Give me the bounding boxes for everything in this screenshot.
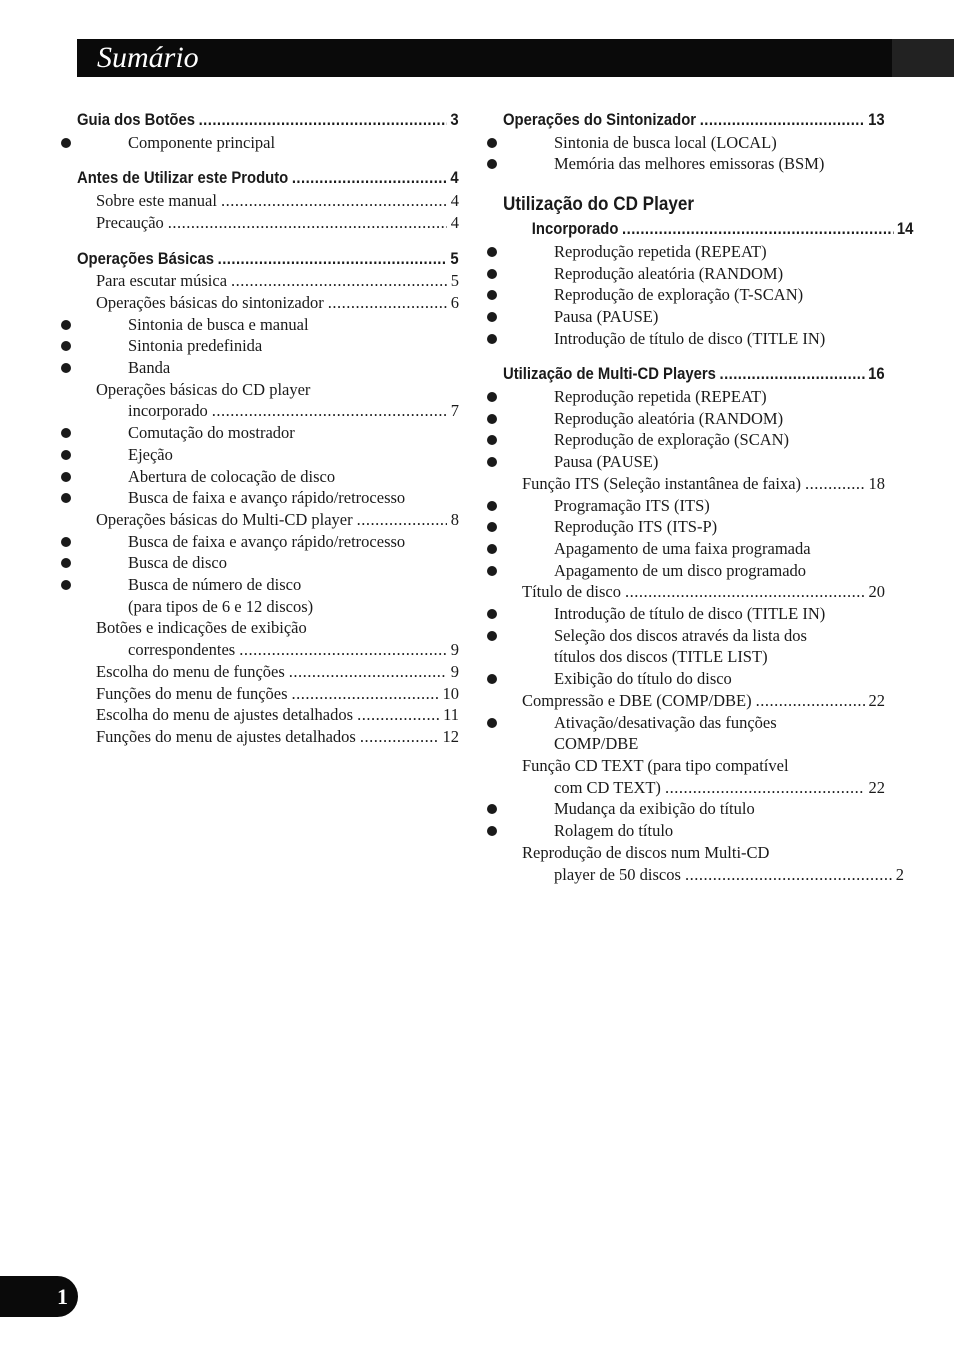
toc-bullet[interactable]: Memória das melhores emissoras (BSM) <box>503 153 885 175</box>
bullet-icon <box>61 558 71 568</box>
toc-heading[interactable]: Operações do Sintonizador ..... 13 <box>503 110 885 132</box>
page-number-badge <box>0 1276 78 1317</box>
bullet-icon <box>61 580 71 590</box>
toc-bullet[interactable]: Apagamento de um disco programado <box>503 560 885 582</box>
title-bar-tab <box>892 39 954 77</box>
toc-entry[interactable]: Operações básicas do sintonizador ..... 6 <box>77 292 459 314</box>
toc-bullet[interactable]: Sintonia predefinida <box>77 335 459 357</box>
toc-section-multi-cd <box>503 364 904 885</box>
toc-bullet[interactable]: Reprodução repetida (REPEAT) <box>503 241 885 263</box>
toc-heading[interactable]: Incorporado ..... 14 <box>503 219 913 241</box>
toc-heading[interactable]: Guia dos Botões ..... 3 <box>77 110 459 132</box>
toc-entry[interactable]: Compressão e DBE (COMP/DBE) ..... 22 <box>503 690 885 712</box>
toc-entry[interactable]: Escolha do menu de funções ..... 9 <box>77 661 459 683</box>
toc-bullet[interactable]: Componente principal <box>77 132 459 154</box>
toc-entry[interactable]: Funções do menu de ajustes detalhados ..... 12 <box>77 726 459 748</box>
toc-bullet[interactable]: Introdução de título de disco (TITLE IN) <box>503 328 885 350</box>
toc-section-sintonizador <box>503 110 885 175</box>
toc-section-operacoes-basicas <box>77 249 459 748</box>
toc-entry[interactable]: Título de disco ..... 20 <box>503 581 885 603</box>
bullet-icon <box>487 414 497 424</box>
bullet-icon <box>61 363 71 373</box>
bullet-icon <box>487 609 497 619</box>
bullet-icon <box>487 522 497 532</box>
toc-bullet[interactable]: Exibição do título do disco <box>503 668 885 690</box>
toc-bullet[interactable]: Reprodução de exploração (T-SCAN) <box>503 284 885 306</box>
toc-bullet[interactable]: Comutação do mostrador <box>77 422 459 444</box>
toc-bullet[interactable]: Pausa (PAUSE) <box>503 451 885 473</box>
toc-section-cd-player <box>503 190 914 349</box>
bullet-icon <box>487 312 497 322</box>
toc-entry[interactable]: Funções do menu de funções ..... 10 <box>77 683 459 705</box>
toc-bullet[interactable]: Rolagem do título <box>503 820 885 842</box>
toc-bullet-continuation: COMP/DBE <box>554 734 639 754</box>
toc-bullet[interactable]: Reprodução de exploração (SCAN) <box>503 429 885 451</box>
toc-bullet[interactable]: Pausa (PAUSE) <box>503 306 885 328</box>
bullet-icon <box>487 392 497 402</box>
toc-bullet[interactable]: Banda <box>77 357 459 379</box>
bullet-icon <box>487 269 497 279</box>
toc-bullet[interactable]: Abertura de colocação de disco <box>77 466 459 488</box>
toc-entry[interactable]: Escolha do menu de ajustes detalhados ..... 11 <box>77 704 459 726</box>
toc-bullet-continuation: (para tipos de 6 e 12 discos) <box>128 596 314 616</box>
bullet-icon <box>487 631 497 641</box>
toc-bullet[interactable]: Sintonia de busca local (LOCAL) <box>503 132 885 154</box>
bullet-icon <box>61 537 71 547</box>
bullet-icon <box>487 159 497 169</box>
bullet-icon <box>61 341 71 351</box>
bullet-icon <box>61 428 71 438</box>
bullet-icon <box>487 674 497 684</box>
toc-bullet[interactable]: Seleção dos discos através da lista dos <box>503 625 885 647</box>
toc-bullet-continuation: títulos dos discos (TITLE LIST) <box>554 647 768 667</box>
bullet-icon <box>487 826 497 836</box>
page-number: 1 <box>57 1284 68 1309</box>
toc-entry[interactable]: Sobre este manual ..... 4 <box>77 190 459 212</box>
toc-bullet[interactable]: Reprodução aleatória (RANDOM) <box>503 408 885 430</box>
bullet-icon <box>487 544 497 554</box>
toc-bullet[interactable]: Busca de número de disco <box>77 574 459 596</box>
toc-entry-line[interactable]: Operações básicas do CD player <box>96 379 311 399</box>
toc-entry[interactable]: Precaução ..... 4 <box>77 212 459 234</box>
toc-bullet[interactable]: Reprodução repetida (REPEAT) <box>503 386 885 408</box>
bullet-icon <box>487 566 497 576</box>
toc-bullet[interactable]: Busca de disco <box>77 552 459 574</box>
title-bar <box>77 39 954 77</box>
toc-right-column <box>503 110 914 900</box>
toc-bullet[interactable]: Mudança da exibição do título <box>503 798 885 820</box>
toc-entry[interactable]: player de 50 discos ..... 2 <box>503 864 904 886</box>
bullet-icon <box>487 501 497 511</box>
toc-bullet[interactable]: Sintonia de busca e manual <box>77 314 459 336</box>
toc-bullet[interactable]: Reprodução aleatória (RANDOM) <box>503 263 885 285</box>
toc-entry[interactable]: com CD TEXT) ..... 22 <box>503 777 885 799</box>
toc-entry-line[interactable]: Função CD TEXT (para tipo compatível <box>522 755 789 775</box>
toc-entry[interactable]: Função ITS (Seleção instantânea de faixa) ..... 18 <box>503 473 885 495</box>
toc-bullet[interactable]: Busca de faixa e avanço rápido/retrocesso <box>77 487 459 509</box>
toc-section-guia <box>77 110 459 153</box>
toc-heading[interactable]: Operações Básicas ..... 5 <box>77 249 459 271</box>
toc-entry-line[interactable]: Botões e indicações de exibição <box>96 618 307 638</box>
toc-bullet[interactable]: Ativação/desativação das funções <box>503 712 885 734</box>
toc-left-column <box>77 110 459 763</box>
toc-bullet[interactable]: Ejeção <box>77 444 459 466</box>
toc-bullet[interactable]: Reprodução ITS (ITS-P) <box>503 516 885 538</box>
bullet-icon <box>61 472 71 482</box>
bullet-icon <box>487 435 497 445</box>
toc-entry-line[interactable]: Reprodução de discos num Multi-CD <box>522 842 770 862</box>
bullet-icon <box>61 320 71 330</box>
bullet-icon <box>61 138 71 148</box>
toc-entry[interactable]: correspondentes ..... 9 <box>77 639 459 661</box>
toc-bullet[interactable]: Programação ITS (ITS) <box>503 495 885 517</box>
toc-entry[interactable]: Para escutar música ..... 5 <box>77 270 459 292</box>
toc-heading-line[interactable]: Utilização do CD Player <box>503 194 695 216</box>
toc-bullet[interactable]: Apagamento de uma faixa programada <box>503 538 885 560</box>
bullet-icon <box>61 493 71 503</box>
toc-bullet[interactable]: Introdução de título de disco (TITLE IN) <box>503 603 885 625</box>
toc-section-antes <box>77 168 459 233</box>
bullet-icon <box>61 450 71 460</box>
bullet-icon <box>487 290 497 300</box>
bullet-icon <box>487 247 497 257</box>
toc-entry[interactable]: incorporado ..... 7 <box>77 400 459 422</box>
bullet-icon <box>487 334 497 344</box>
bullet-icon <box>487 457 497 467</box>
bullet-icon <box>487 718 497 728</box>
toc-entry[interactable]: Operações básicas do Multi-CD player ..... 8 <box>77 509 459 531</box>
bullet-icon <box>487 138 497 148</box>
page-title: Sumário <box>97 41 199 74</box>
toc-bullet[interactable]: Busca de faixa e avanço rápido/retrocesso <box>77 531 459 553</box>
toc-heading[interactable]: Antes de Utilizar este Produto ..... 4 <box>77 168 459 190</box>
bullet-icon <box>487 804 497 814</box>
toc-heading[interactable]: Utilização de Multi-CD Players ..... 16 <box>503 364 885 386</box>
